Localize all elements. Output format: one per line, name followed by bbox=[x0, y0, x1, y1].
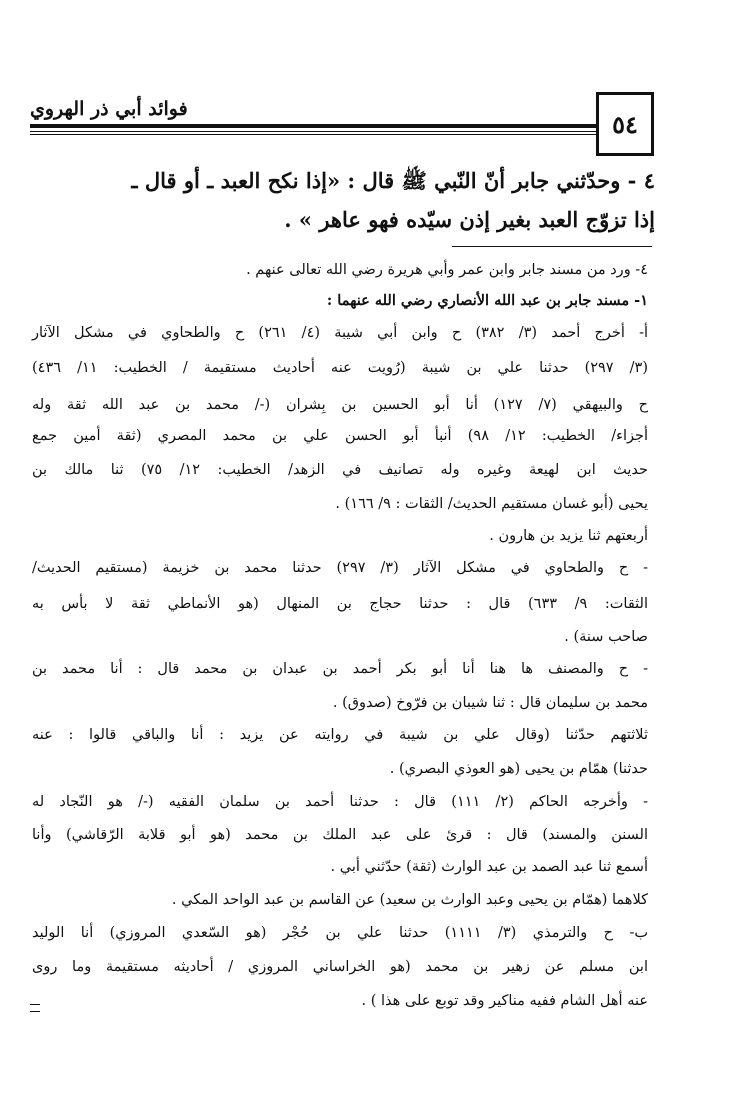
margin-mark bbox=[30, 1004, 40, 1012]
footnote-line: صاحب سنة) . bbox=[564, 629, 648, 645]
footnote-line: محمد بن سليمان قال : ثنا شيبان بن فرّوخ (صدوق) . bbox=[332, 695, 648, 711]
page-number-box bbox=[596, 92, 654, 156]
running-header-title: فوائد أبي ذر الهروي bbox=[30, 98, 188, 120]
footnote-line: ٤- ورد من مسند جابر وابن عمر وأبي هريرة رضي الله تعالى عنهم . bbox=[246, 262, 648, 278]
footnote-line: عنه أهل الشام ففيه مناكير وقد توبع على هذا ) . bbox=[361, 993, 648, 1009]
footnote-line: - وأخرجه الحاكم (٢/ ١١١) قال : حدثنا أحمد بن سلمان الفقيه (-/ هو النّجاد له bbox=[32, 794, 648, 810]
main-text-line-1: ٤ - وحدّثني جابر أنّ النّبي ﷺ قال : «إذا نكح العبد ـ أو قال ـ bbox=[131, 168, 655, 193]
footnote-line: يحيى (أبو غسان مستقيم الحديث/ الثقات : ٩/ ١٦٦) . bbox=[335, 496, 648, 512]
footnote-line: أ- أخرج أحمد (٣/ ٣٨٢) ح وابن أبي شيبة (٤/ ٢٦١) ح والطحاوي في مشكل الآثار bbox=[32, 325, 649, 341]
footnote-line: كلاهما (همّام بن يحيى وعبد الوارث بن سعيد) عن القاسم بن عبد الواحد المكي . bbox=[171, 892, 648, 908]
footnote-line: ح والبيهقي (٧/ ١٢٧) أنا أبو الحسين بن بِشران (-/ محمد بن عبد الله ثقة وله bbox=[32, 397, 648, 413]
footnote-line: أجزاء/ الخطيب: ١٢/ ٩٨) أنبأ أبو الحسن علي بن محمد المصري (ثقة أمين جمع bbox=[32, 428, 648, 444]
footnote-line: ابن مسلم عن زهير بن محمد (هو الخراساني المروزي / أحاديثه مستقيمة وما روى bbox=[32, 959, 648, 975]
footnote-heading: ١- مسند جابر بن عبد الله الأنصاري رضي الله عنهما : bbox=[326, 292, 648, 309]
header-rule-thin bbox=[30, 134, 596, 135]
footnote-line: أسمع ثنا عبد الصمد بن عبد الوارث (ثقة) حدّثني أبي . bbox=[330, 859, 648, 875]
header-rule-thin bbox=[30, 131, 596, 132]
footnote-line: أربعتهم ثنا يزيد بن هارون . bbox=[489, 528, 648, 544]
footnote-line: (٣/ ٢٩٧) حدثنا علي بن شيبة (رُويت عنه أحاديث مستقيمة / الخطيب: ١١/ ٤٣٦) bbox=[32, 360, 649, 376]
footnote-line: ب- ح والترمذي (٣/ ١١١١) حدثنا علي بن حُجْر (هو السّعدي المروزي) أنا الوليد bbox=[32, 925, 648, 941]
footnote-separator bbox=[452, 246, 652, 247]
main-text-line-2: إذا تزوّج العبد بغير إذن سيّده فهو عاهر » . bbox=[284, 207, 655, 232]
footnote-line: حديث ابن لهيعة وغيره وله تصانيف في الزهد/ الخطيب: ١٢/ ٧٥) ثنا مالك بن bbox=[32, 462, 649, 478]
page-number: ٥٤ bbox=[612, 109, 638, 139]
footnote-line: ثلاثتهم حدّثنا (وقال علي بن شيبة في روايته عن يزيد : أنا والباقي قالوا : عنه bbox=[32, 727, 648, 743]
footnote-line: حدثنا) همّام بن يحيى (هو العوذي البصري) . bbox=[389, 761, 648, 777]
footnote-line: - ح والطحاوي في مشكل الآثار (٣/ ٢٩٧) حدثنا محمد بن خزيمة (مستقيم الحديث/ bbox=[32, 560, 648, 576]
footnote-line: السنن والمسند) قال : قرئ على عبد الملك بن محمد (هو أبو قلابة الرّقاشي) وأنا bbox=[32, 827, 648, 843]
footnote-line: - ح والمصنف ها هنا أنا أبو بكر أحمد بن عبدان بن محمد قال : أنا محمد بن bbox=[32, 661, 648, 677]
footnote-line: الثقات: ٩/ ٦٣٣) قال : حدثنا حجاج بن المنهال (هو الأنماطي ثقة لا بأس به bbox=[32, 596, 648, 612]
header-rule-thick bbox=[30, 124, 596, 128]
